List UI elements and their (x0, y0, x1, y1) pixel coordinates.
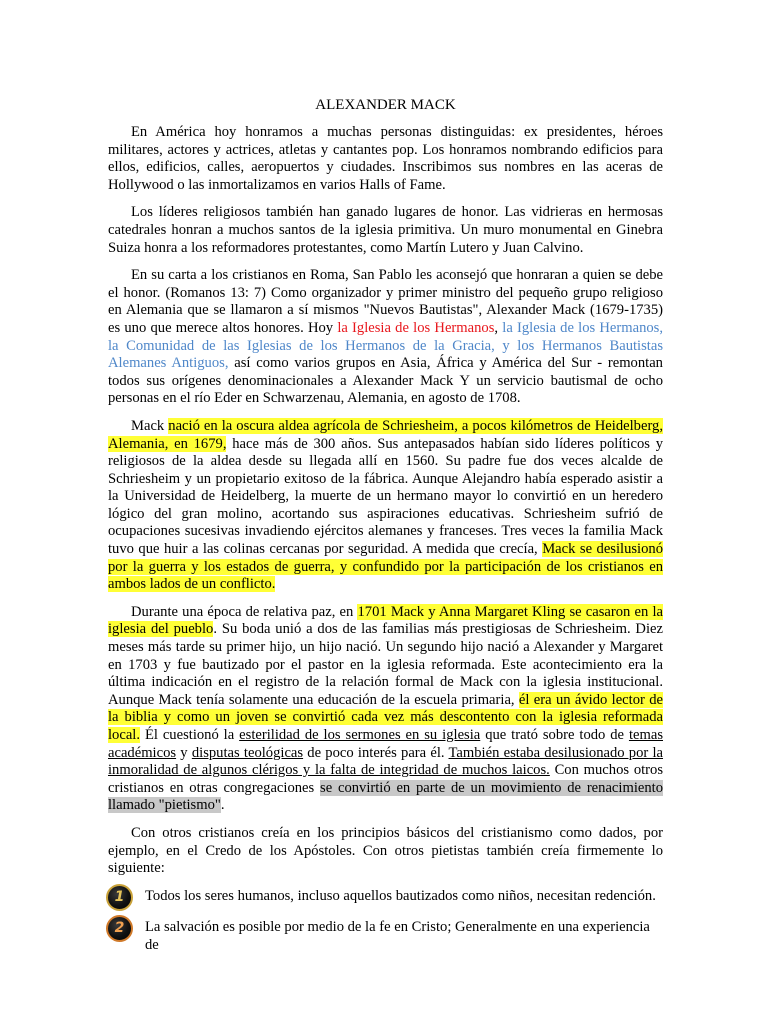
highlighted-text: nació en la oscura aldea agrícola de Schriesheim, a pocos kilómetros de Heidelberg, Alemania, en 1679, (108, 417, 663, 452)
paragraph-5 (108, 604, 663, 815)
text-run: Él cuestionó la (140, 727, 240, 743)
underlined-text: disputas teológicas (191, 744, 304, 761)
document-title: ALEXANDER MACK (315, 97, 456, 113)
text-run: Con muchos otros cristianos en otras congregaciones (108, 762, 664, 796)
document-page (108, 96, 663, 969)
highlighted-text: él era un ávido lector de la biblia y como un joven se convirtió cada vez más descontento con la iglesia reformada local. (108, 691, 663, 743)
list-item-text: La salvación es posible por medio de la fe en Cristo; Generalmente en una experiencia de (145, 919, 650, 953)
text-run: . (220, 797, 225, 814)
number-2-icon: 2 (106, 915, 133, 942)
underlined-text: temas académicos (108, 727, 663, 761)
paragraph-6: Con otros cristianos creía en los principios básicos del cristianismo como dados, por ejemplo, en el Credo de los Apóstoles. Con otros pietistas también creía firmemente lo siguiente: (108, 824, 663, 877)
text-run: de poco interés para él. (303, 744, 449, 761)
paragraph-3 (108, 267, 663, 408)
text-run: . Su boda unió a dos de las familias más prestigiosas de Schriesheim. Diez meses más tarde su primer hijo, un hijo nació. Un segundo hijo nació a Alexander y Margaret en 1703 y fue bautizado por el pastor en la iglesia reformada. Este acontecimiento era la última indicación en el registro de la relación formal de Mack con la iglesia institucional. Aunque Mack tenía solamente una educación de la escuela primaria, (108, 621, 663, 708)
paragraph-2: Los líderes religiosos también han ganado lugares de honor. Las vidrieras en hermosas catedrales honran a muchos santos de la iglesia primitiva. Un muro monumental en Ginebra Suiza honra a los reformadores protestantes, como Martín Lutero y Juan Calvino. (108, 204, 663, 256)
text-run: hace más de 300 años. Sus antepasados habían sido líderes políticos y religiosos de la aldea desde su llegada allí en 1560. Su padre fue dos veces alcalde de Schriesheim y un propietario exitoso de la fábrica. Aunque Alejandro había esperado asistir a la Universidad de Heidelberg, la muerte de un hermano mayor lo convirtió en un heredero lógico del gran molino, acortando sus aspiraciones educativas. Schriesheim sufrió de ocupaciones sucesivas invadiendo ejércitos alemanes y franceses. Tres veces la familia Mack tuvo que huir a las colinas cercanas por seguridad. A medida que crecía, (108, 435, 663, 558)
highlighted-text: 1701 Mack y Anna Margaret Kling se casaron en la iglesia del pueblo (108, 603, 663, 638)
text-run: Durante una época de relativa paz, en (131, 603, 358, 620)
red-text-run: la Iglesia de los Hermanos (337, 319, 495, 336)
text-run: En su carta a los cristianos en Roma, San Pablo les aconsejó que honraran a quien se debe el honor. (Romanos 13: 7) Como organizador y primer ministro del pequeño grupo religioso en Alemania que se llamaron a sí mismos "Nuevos Bautistas", Alexander Mack (1679-1735) es uno que merece altos honores. Hoy (108, 267, 663, 336)
underlined-text: esterilidad de los sermones en su iglesia (239, 727, 481, 743)
text-run: que trató sobre todo de (480, 727, 629, 743)
text-run: Mack (131, 417, 169, 434)
text-run: , (494, 319, 503, 336)
list-item (108, 919, 663, 954)
gray-highlighted-text: se convirtió en parte de un movimiento de renacimiento llamado "pietismo" (108, 779, 663, 814)
text-run: así como varios grupos en Asia, África y América del Sur - remontan todos sus orígenes denominacionales a Alexander Mack Y un servicio bautismal de ocho personas en el río Eder en Schwarzenau, Alemania, en agosto de 1708. (108, 355, 663, 407)
number-1-icon: 1 (106, 884, 133, 911)
blue-text-run: la Iglesia de los Hermanos, la Comunidad de las Iglesias de los Hermanos de la Gracia, y los Hermanos Bautistas Alemanes Antiguos, (108, 319, 664, 372)
list-item (108, 888, 663, 906)
underlined-text: También estaba desilusionado por la inmoralidad de algunos clérigos y la falta de integridad de muchos laicos. (108, 744, 664, 779)
paragraph-4 (108, 418, 663, 594)
list-item-text: Todos los seres humanos, incluso aquellos bautizados como niños, necesitan redención. (145, 887, 656, 904)
highlighted-text: Mack se desilusionó por la guerra y los estados de guerra, y confundido por la participación de los cristianos en ambos lados de un conflicto. (108, 541, 664, 593)
text-run: y (176, 744, 192, 761)
paragraph-1: En América hoy honramos a muchas personas distinguidas: ex presidentes, héroes militares, actores y actrices, atletas y cantantes pop. Los honramos nombrando edificios para ellos, edificios, calles, aeropuertos y ciudades. Inscribimos sus nombres en las aceras de Hollywood o las inmortalizamos en varios Halls of Fame. (108, 124, 663, 193)
